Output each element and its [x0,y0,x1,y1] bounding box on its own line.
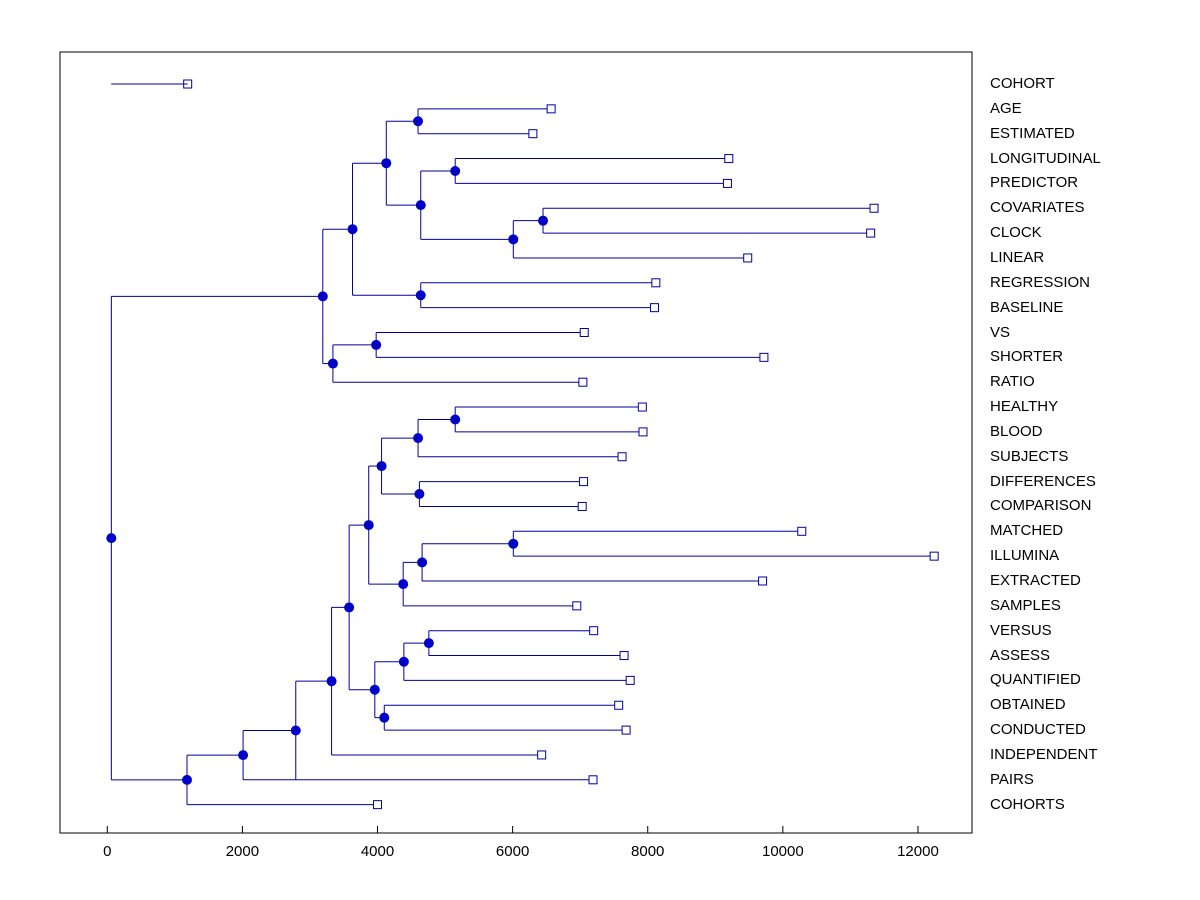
x-tick-label: 12000 [897,843,939,860]
leaf-label: BASELINE [990,298,1064,316]
leaf-label: CONDUCTED [990,721,1086,739]
dendrogram-tree [106,80,938,809]
leaf-label: HEALTHY [990,398,1059,416]
x-tick-label: 6000 [495,843,530,860]
leaf-label: PAIRS [990,770,1034,788]
leaf-label: VS [990,323,1011,341]
leaf-label: AGE [990,99,1022,117]
leaf-label: INDEPENDENT [990,745,1098,763]
leaf-label: OBTAINED [990,696,1066,714]
leaf-label: COVARIATES [990,199,1085,217]
x-axis-ticks [107,826,918,833]
leaf-label: EXTRACTED [990,572,1081,589]
x-tick-label: 0 [103,843,112,860]
leaf-label: CLOCK [990,224,1042,242]
leaf-label: ILLUMINA [990,547,1060,565]
leaf-label: SAMPLES [990,596,1061,614]
leaf-label: ASSESS [990,646,1051,664]
leaf-label: COHORTS [990,795,1065,813]
leaf-label: REGRESSION [990,273,1091,291]
leaf-label: LINEAR [990,248,1045,266]
x-tick-label: 4000 [360,843,395,860]
leaf-label: COMPARISON [990,497,1092,515]
leaf-label: LONGITUDINAL [990,149,1101,167]
leaf-label: QUANTIFIED [990,671,1081,689]
leaf-label: ESTIMATED [990,124,1075,142]
axes-frame [60,52,972,833]
leaf-label: MATCHED [990,522,1064,540]
leaf-label: COHORT [990,75,1055,92]
leaf-label: DIFFERENCES [990,472,1096,490]
x-tick-label: 8000 [631,843,665,860]
x-tick-label: 2000 [225,843,260,860]
x-tick-label: 10000 [761,843,804,860]
leaf-label: PREDICTOR [990,174,1079,192]
leaf-label: BLOOD [990,422,1043,440]
leaf-label: RATIO [990,373,1035,391]
leaf-label: SHORTER [990,348,1064,366]
leaf-label: SUBJECTS [990,447,1069,465]
leaf-label: VERSUS [990,621,1052,639]
